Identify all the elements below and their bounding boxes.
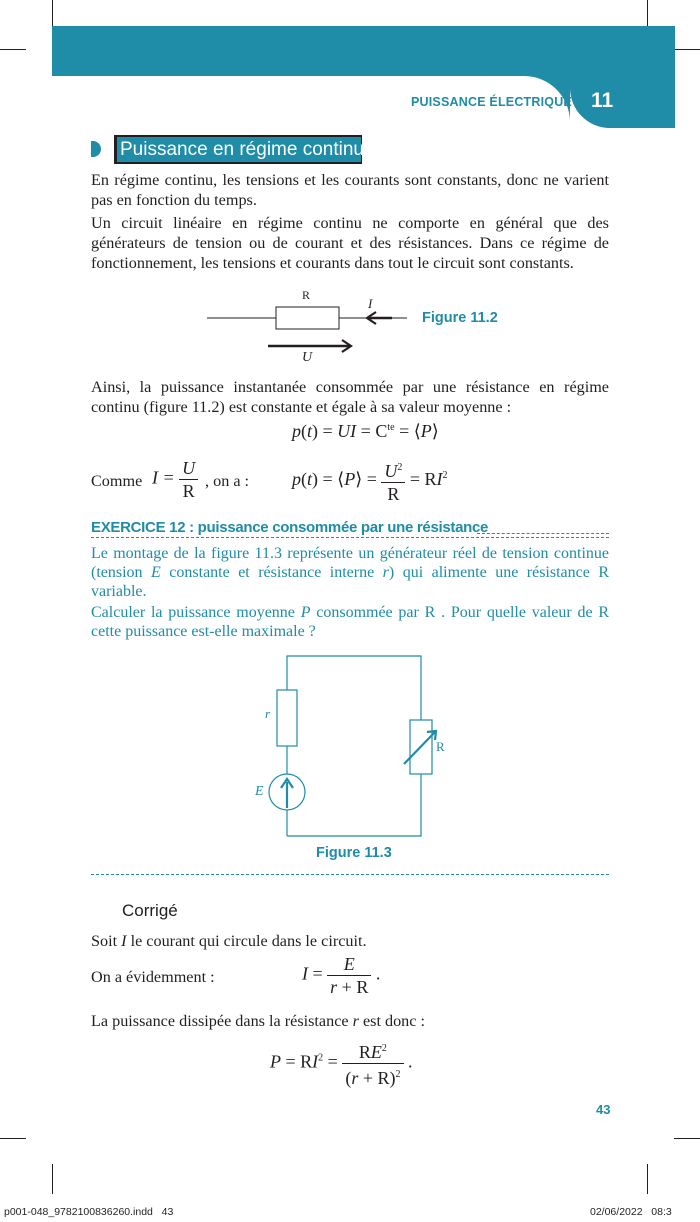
chapter-title: PUISSANCE ÉLECTRIQUE [411, 95, 572, 109]
crop-mark [674, 49, 700, 50]
section-paragraph-1: En régime continu, les tensions et les courants sont constants, donc ne varient pas en fonction du temps. [91, 171, 609, 209]
corrige-title: Corrigé [122, 901, 178, 920]
file-info: p001-048_9782100836260.indd 43 [4, 1206, 174, 1218]
equation-corrige-current: I = $\frac{E}{r + R}$ . [302, 954, 381, 997]
figure-11-2-label-u: U [302, 350, 313, 365]
text-after-figure: Ainsi, la puissance instantanée consommée par une résistance en régime continu (figure 11.2) est constante et égale à sa valeur moyenne : [91, 378, 609, 416]
exercise-end-rule [91, 874, 609, 875]
figure-11-2-label-i: I [368, 296, 373, 311]
figure-11-3-label-r-small: r [265, 706, 271, 721]
crop-mark [0, 49, 26, 50]
exercise-title-rule [477, 533, 609, 534]
equation-corrige-power: $P = RI^2$ = $\frac{RE^2}{(r + R)^2}$ . [270, 1042, 413, 1088]
figure-11-3-circuit [255, 650, 455, 842]
header-band [52, 26, 675, 76]
exercise-title: EXERCICE 12 : puissance consommée par une résistance [91, 519, 489, 536]
corrige-line-3: La puissance dissipée dans la résistance r est donc : [91, 1012, 426, 1030]
figure-11-3-label-e: E [255, 784, 264, 799]
crop-mark [674, 1138, 700, 1139]
crop-mark [52, 0, 53, 26]
corrige-line-2: On a évidemment : [91, 968, 215, 986]
corrige-line-1: Soit I le courant qui circule dans le circuit. [91, 932, 367, 950]
crop-mark [0, 1138, 26, 1139]
equation-power: p(t) = ⟨P⟩ = $\frac{U^2}{R}$ = $RI^2$ [292, 461, 448, 504]
figure-11-2-label-r: R [302, 288, 311, 302]
page-number: 43 [596, 1102, 611, 1117]
chapter-number-tab [570, 76, 675, 128]
figure-11-3-caption: Figure 11.3 [316, 845, 392, 861]
comme-label: Comme [91, 472, 143, 490]
equation-current: I = $\frac{U}{R}$ [152, 457, 198, 502]
crop-mark [647, 0, 648, 26]
crop-mark [647, 1164, 648, 1194]
equation-average-power: p(t) = UI = $C^{te}$ = ⟨P⟩ [292, 421, 439, 441]
figure-11-3-label-r-big: R [436, 739, 445, 754]
section-title: Puissance en régime continu [117, 137, 361, 162]
figure-11-2-caption: Figure 11.2 [422, 310, 498, 326]
section-paragraph-2: Un circuit linéaire en régime continu ne comporte en général que des générateurs de tension ou de courant et des résistances. Dans ce régime de fonctionnement, les tensions et courants dans tout le circuit sont constants. [91, 214, 609, 272]
section-bullet-icon [91, 141, 101, 157]
exercise-title-underline [91, 537, 609, 538]
fraction-u-over-r: $\frac{U}{R}$ [179, 457, 198, 502]
exercise-paragraph-1: Le montage de la figure 11.3 représente un générateur réel de tension continue (tension E constante et résistance interne r) qui alimente une résistance R variable. [91, 545, 610, 600]
exercise-paragraph-2: Calculer la puissance moyenne P consommée par R . Pour quelle valeur de R cette puissance est-elle maximale ? [91, 604, 610, 640]
on-a-label: , on a : [205, 472, 250, 490]
chapter-number: 11 [591, 89, 614, 112]
date-info: 02/06/2022 08:3 [590, 1206, 672, 1218]
crop-mark [52, 1164, 53, 1194]
